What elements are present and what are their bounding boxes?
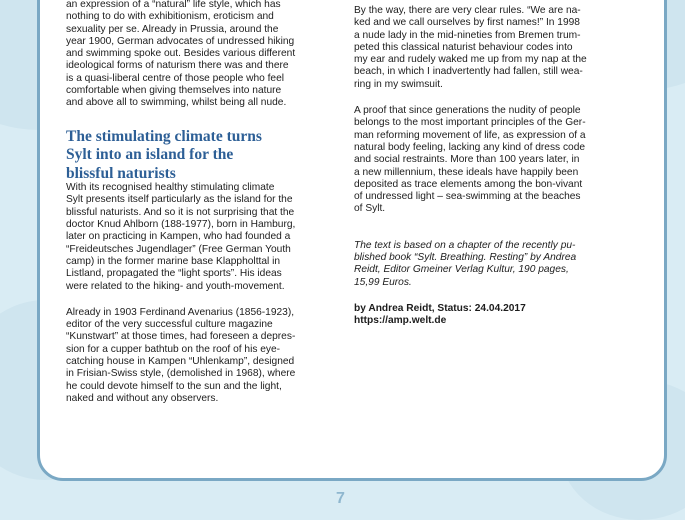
text-line: in Frisian-Swiss style, (demolished in 1968), where — [66, 368, 296, 380]
text-line: Already in 1903 Ferdinand Avenarius (1856-1923), — [66, 306, 295, 318]
text-line: of Sylt. — [354, 203, 386, 215]
text-line: a new millennium, these ideals have happily been — [354, 166, 579, 178]
text-line: With its recognised healthy stimulating climate — [66, 182, 275, 194]
text-line: The text is based on a chapter of the recently pu- — [354, 239, 576, 251]
text-line: ked and we call ourselves by first names!” In 1998 — [354, 17, 580, 29]
text-line: ideological forms of naturism there was and there — [66, 60, 289, 72]
text-line: and above all to swimming, whilst being all nude. — [66, 97, 287, 109]
text-line: natural body feeling, lacking any kind of dress code — [354, 141, 586, 153]
text-line: “Kunstwart” at those times, had foreseen a depres- — [66, 331, 296, 343]
text-line: A proof that since generations the nudity of people — [354, 105, 581, 117]
right-column — [354, 5, 629, 328]
text-line: man reforming movement of life, as expression of a — [354, 129, 586, 141]
text-line: camp) in the former marine base Klappholttal in — [66, 255, 281, 267]
page-number: 7 — [336, 490, 345, 507]
text-line: peted this classical naturist behaviour codes into — [354, 41, 573, 53]
text-line: is a quasi-liberal centre of those people who feel — [66, 72, 285, 84]
source-note — [354, 240, 629, 289]
text-line: of undressed light – sea-swimming at the beaches — [354, 191, 581, 203]
text-line: belongs to the most important principles of the Ger- — [354, 117, 586, 129]
text-line: catching house in Kampen “Uhlenkamp”, designed — [66, 356, 295, 368]
text-line: an expression of a “natural” life style, which has — [66, 0, 281, 10]
text-line: naked and without any observers. — [66, 392, 219, 404]
heading-line: blissful naturists — [66, 164, 176, 182]
left-column — [66, 0, 338, 405]
byline — [354, 303, 629, 328]
text-line: ring in my swimsuit. — [354, 78, 443, 90]
text-line: my ear and rudely waked me up from my nap at the — [354, 54, 587, 66]
source-link[interactable]: https://amp.welt.de — [354, 315, 447, 327]
text-line: deposited as trace elements among the bon-vivant — [354, 178, 583, 190]
text-line: By the way, there are very clear rules. “We are na- — [354, 5, 581, 16]
section-heading — [66, 128, 338, 184]
text-line: Sylt presents itself particularly as the island for the — [66, 194, 293, 206]
text-line: sion for a cupper bathtub on the roof of his eye- — [66, 343, 281, 355]
paragraph-avenarius — [66, 307, 338, 405]
text-line: nothing to do with exhibitionism, eroticism and — [66, 11, 274, 23]
text-line: blissful naturists. And so it is not surprising that the — [66, 206, 295, 218]
paragraph-climate — [66, 182, 338, 293]
text-line: later on practicing in Kampen, who had founded a — [66, 231, 291, 243]
text-line: and social restraints. More than 100 years later, in — [354, 154, 580, 166]
heading-line: Sylt into an island for the — [66, 146, 234, 164]
paragraph-intro — [66, 0, 338, 110]
paragraph-proof — [354, 105, 629, 216]
text-line: year 1900, German advocates of undressed hiking — [66, 35, 295, 47]
heading-line: The stimulating climate turns — [66, 127, 262, 145]
text-line: beach, in which I inadvertently had fallen, still wea- — [354, 66, 583, 78]
text-line: “Freideutsches Jugendlager” (Free German Youth — [66, 243, 291, 255]
byline-author: by Andrea Reidt, Status: 24.04.2017 — [354, 302, 526, 314]
text-line: comfortable when giving themselves into nature — [66, 85, 282, 97]
text-line: a nude lady in the mid-nineties from Bremen trum- — [354, 29, 581, 41]
text-line: Reidt, Editor Gmeiner Verlag Kultur, 190 pages, — [354, 264, 569, 276]
text-line: editor of the very successful culture magazine — [66, 319, 273, 331]
text-line: sexuality per se. Already in Prussia, around the — [66, 23, 279, 35]
text-line: and swimming spoke out. Besides various different — [66, 48, 296, 60]
text-line: he could devote himself to the sun and the light, — [66, 380, 282, 392]
text-line: doctor Knud Ahlborn (188-1977), born in Hamburg, — [66, 219, 296, 231]
text-line: blished book “Sylt. Breathing. Resting” by Andrea — [354, 252, 577, 264]
text-line: were related to the hiking- and youth-movement. — [66, 280, 285, 292]
text-line: Listland, propagated the “light sports”. His ideas — [66, 268, 282, 280]
paragraph-rules — [354, 5, 629, 91]
text-line: 15,99 Euros. — [354, 276, 412, 288]
